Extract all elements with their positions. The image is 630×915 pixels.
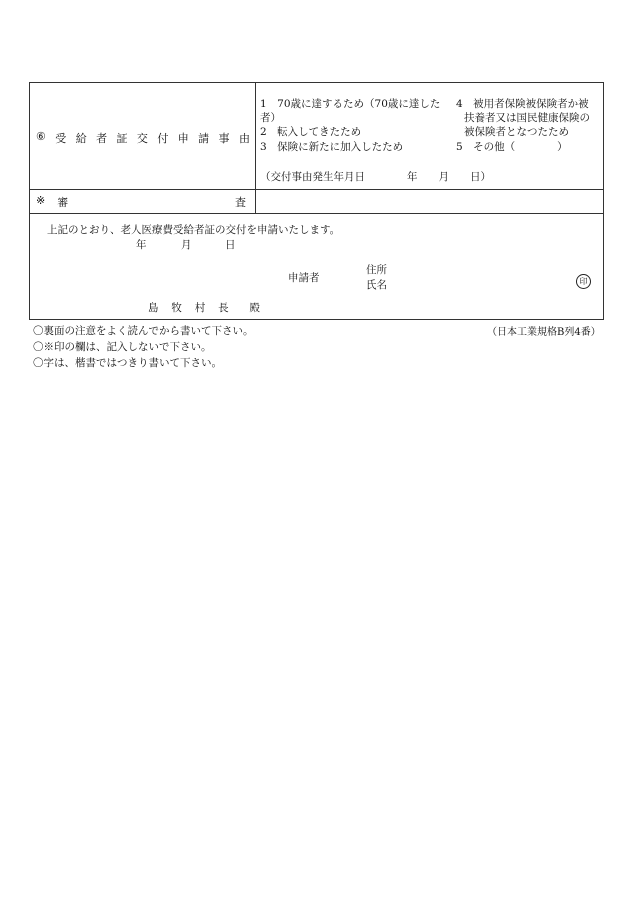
date-year-label: 年 bbox=[136, 239, 147, 251]
reason-item-1-cont: 者） bbox=[260, 112, 281, 124]
reason-label-char: 給 bbox=[75, 132, 87, 145]
address-label: 住所 bbox=[366, 264, 387, 276]
reason-label-char: 事 bbox=[218, 132, 230, 145]
reason-label-char: ⑥ bbox=[36, 130, 46, 143]
review-label bbox=[36, 194, 246, 210]
reason-label-char: 付 bbox=[157, 132, 169, 145]
application-statement: 上記のとおり、老人医療費受給者証の交付を申請いたします。 bbox=[47, 224, 341, 236]
reason-label-char: 申 bbox=[177, 132, 189, 145]
note-1: 〇裏面の注意をよく読んでから書いて下さい。 bbox=[33, 325, 254, 337]
seal-mark: 印 bbox=[576, 274, 591, 289]
reason-label bbox=[36, 130, 250, 146]
name-label: 氏名 bbox=[366, 279, 387, 291]
note-2: 〇※印の欄は、記入しないで下さい。 bbox=[33, 341, 212, 353]
date-month-label: 月 bbox=[181, 239, 192, 251]
reason-label-char: 証 bbox=[116, 132, 128, 145]
review-label-char: 査 bbox=[235, 196, 246, 209]
reason-label-char: 受 bbox=[55, 132, 67, 145]
review-label-char: ※ bbox=[36, 194, 46, 207]
date-day-label: 日 bbox=[225, 239, 236, 251]
reason-label-char: 請 bbox=[198, 132, 210, 145]
reason-item-4-cont2: 被保険者となつたため bbox=[464, 126, 569, 138]
addressee-char: 長 bbox=[218, 302, 229, 314]
addressee-char: 牧 bbox=[171, 302, 182, 314]
reason-item-1: 1 70歳に達するため（70歳に達した bbox=[260, 98, 441, 110]
addressee-char: 村 bbox=[194, 302, 206, 314]
reason-item-2: 2 転入してきたため bbox=[260, 126, 362, 138]
reason-item-5: 5 その他（ ） bbox=[456, 141, 568, 153]
review-label-char: 審 bbox=[57, 196, 69, 209]
review-field bbox=[256, 190, 603, 213]
reason-item-4: 4 被用者保険被保険者か被 bbox=[456, 98, 589, 110]
reason-item-4-cont: 扶養者又は国民健康保険の bbox=[464, 112, 590, 124]
reason-label-char: 由 bbox=[238, 132, 250, 145]
application-form bbox=[29, 82, 604, 320]
addressee bbox=[148, 300, 260, 315]
reason-label-char: 者 bbox=[96, 132, 108, 145]
reason-label-char: 交 bbox=[136, 132, 148, 145]
note-3: 〇字は、楷書ではつきり書いて下さい。 bbox=[33, 357, 222, 369]
applicant-label: 申請者 bbox=[288, 272, 320, 284]
occurrence-date: （交付事由発生年月日 年 月 日） bbox=[260, 171, 491, 183]
paper-size-note: （日本工業規格B列4番） bbox=[487, 327, 601, 338]
reason-item-3: 3 保険に新たに加入したため bbox=[260, 141, 404, 153]
addressee-char: 島 bbox=[148, 302, 159, 314]
row-divider-review bbox=[30, 213, 603, 214]
addressee-char: 殿 bbox=[249, 302, 260, 314]
